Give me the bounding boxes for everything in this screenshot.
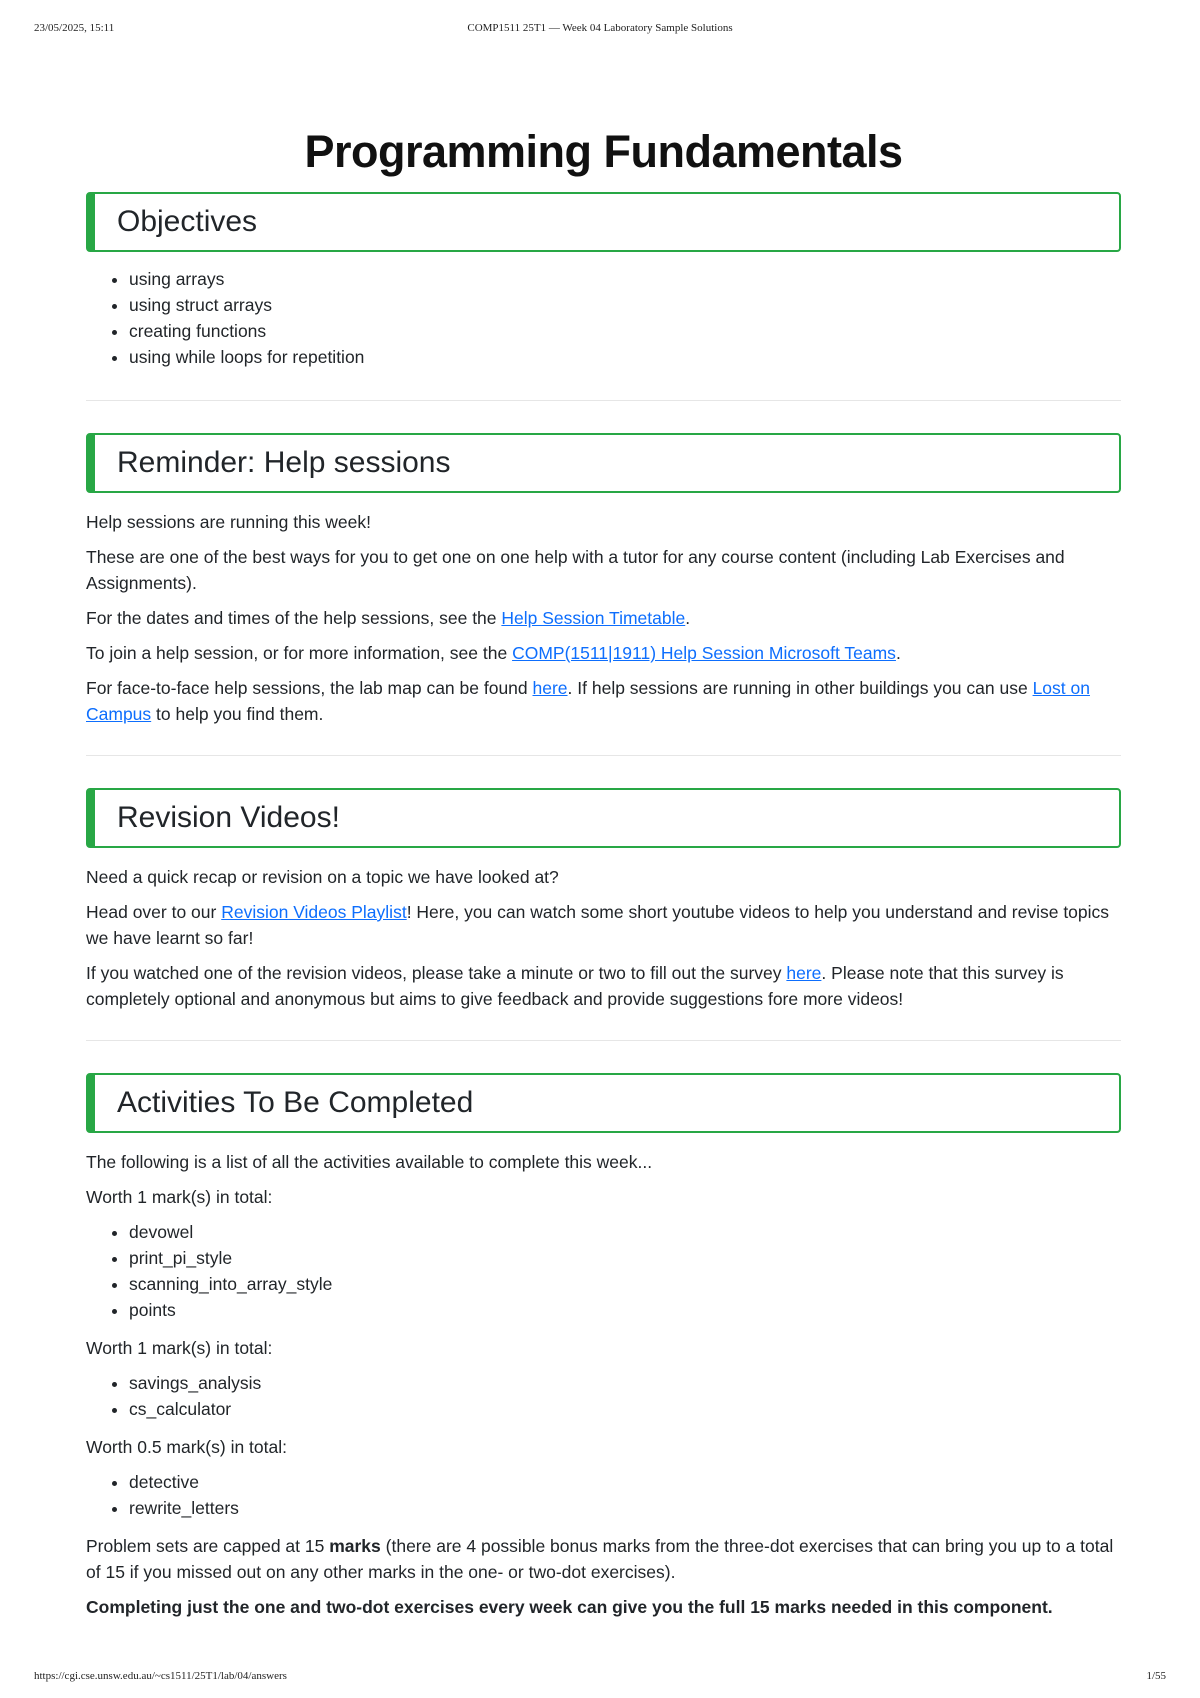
revision-heading: Revision Videos! — [117, 801, 340, 834]
activity-list — [86, 1469, 1121, 1521]
help-teams-paragraph — [86, 640, 1121, 666]
objectives-heading: Objectives — [117, 205, 258, 238]
objectives-list — [86, 266, 1121, 370]
marks-emphasis: marks — [329, 1536, 381, 1556]
completion-note-text: Completing just the one and two-dot exercises every week can give you the full 15 marks needed in this component. — [86, 1597, 1053, 1617]
list-item: • creating functions — [129, 318, 1121, 344]
activity-list — [86, 1219, 1121, 1323]
activity-item: • detective — [129, 1469, 1121, 1495]
help-map-paragraph — [86, 675, 1121, 727]
main-content — [86, 120, 1121, 1629]
completion-note — [86, 1594, 1121, 1620]
text: If you watched one of the revision videos, please take a minute or two to fill out the survey — [86, 963, 787, 983]
help-header — [86, 433, 1121, 493]
text: (there are 4 possible bonus marks from the three-dot exercises that can bring you up to a total of 15 if you missed out on any other marks in the one- or two-dot exercises). — [86, 1536, 1114, 1582]
print-date: 23/05/2025, 15:11 — [34, 22, 115, 34]
lab-map-link[interactable]: here — [532, 678, 568, 698]
activity-item: • print_pi_style — [129, 1245, 1121, 1271]
text: to help you find them. — [151, 704, 324, 724]
divider — [86, 1040, 1121, 1041]
activity-group-label: Worth 0.5 mark(s) in total: — [86, 1437, 287, 1457]
help-intro: Help sessions are running this week! — [86, 512, 372, 532]
list-item: • using arrays — [129, 266, 1121, 292]
text: . If help sessions are running in other buildings you can use — [567, 678, 1033, 698]
objectives-header — [86, 192, 1121, 252]
activity-item: • scanning_into_array_style — [129, 1271, 1121, 1297]
lost-on-campus-link[interactable]: Lost on Campus — [86, 678, 1090, 724]
text: Problem sets are capped at 15 — [86, 1536, 330, 1556]
activity-item: • cs_calculator — [129, 1396, 1121, 1422]
revision-playlist-paragraph — [86, 899, 1121, 951]
help-timetable-paragraph — [86, 605, 1121, 631]
text: Head over to our — [86, 902, 222, 922]
text: ! Here, you can watch some short youtube videos to help you understand and revise topics we have learnt so far! — [86, 902, 1110, 948]
revision-header — [86, 788, 1121, 848]
activities-intro: The following is a list of all the activities available to complete this week... — [86, 1152, 653, 1172]
page-title: Programming Fundamentals — [304, 126, 903, 177]
activities-header — [86, 1073, 1121, 1133]
activities-body — [86, 1149, 1121, 1620]
text: . — [685, 608, 691, 628]
revision-survey-paragraph — [86, 960, 1121, 1012]
text: For face-to-face help sessions, the lab map can be found — [86, 678, 533, 698]
text: To join a help session, or for more information, see the — [86, 643, 513, 663]
print-header — [0, 22, 1200, 40]
print-url: https://cgi.cse.unsw.edu.au/~cs1511/25T1/lab/04/answers — [34, 1670, 287, 1682]
activity-item: • rewrite_letters — [129, 1495, 1121, 1521]
print-title: COMP1511 25T1 — Week 04 Laboratory Sample Solutions — [467, 22, 733, 34]
help-timetable-link[interactable]: Help Session Timetable — [501, 608, 686, 628]
activity-item: • devowel — [129, 1219, 1121, 1245]
print-footer — [0, 1670, 1200, 1688]
help-description: These are one of the best ways for you to get one on one help with a tutor for any course content (including Lab Exercises and Assignments). — [86, 547, 1065, 593]
revision-intro: Need a quick recap or revision on a topic we have looked at? — [86, 867, 559, 887]
revision-playlist-link[interactable]: Revision Videos Playlist — [221, 902, 407, 922]
list-item: • using while loops for repetition — [129, 344, 1121, 370]
text: For the dates and times of the help sessions, see the — [86, 608, 502, 628]
text: . — [895, 643, 901, 663]
page-number: 1/55 — [1146, 1670, 1166, 1682]
text: . Please note that this survey is completely optional and anonymous but aims to give feedback and provide suggestions fore more videos! — [86, 963, 1064, 1009]
activity-group-label: Worth 1 mark(s) in total: — [86, 1338, 273, 1358]
survey-link[interactable]: here — [786, 963, 822, 983]
activity-item: • points — [129, 1297, 1121, 1323]
revision-body — [86, 864, 1121, 1012]
activity-group-label: Worth 1 mark(s) in total: — [86, 1187, 273, 1207]
help-heading: Reminder: Help sessions — [117, 446, 451, 479]
help-body — [86, 509, 1121, 727]
list-item: • using struct arrays — [129, 292, 1121, 318]
help-teams-link[interactable]: COMP(1511|1911) Help Session Microsoft Teams — [512, 643, 896, 663]
activities-heading: Activities To Be Completed — [117, 1086, 474, 1119]
activity-list — [86, 1370, 1121, 1422]
marks-cap-paragraph — [86, 1533, 1121, 1585]
divider — [86, 400, 1121, 401]
activity-item: • savings_analysis — [129, 1370, 1121, 1396]
divider — [86, 755, 1121, 756]
